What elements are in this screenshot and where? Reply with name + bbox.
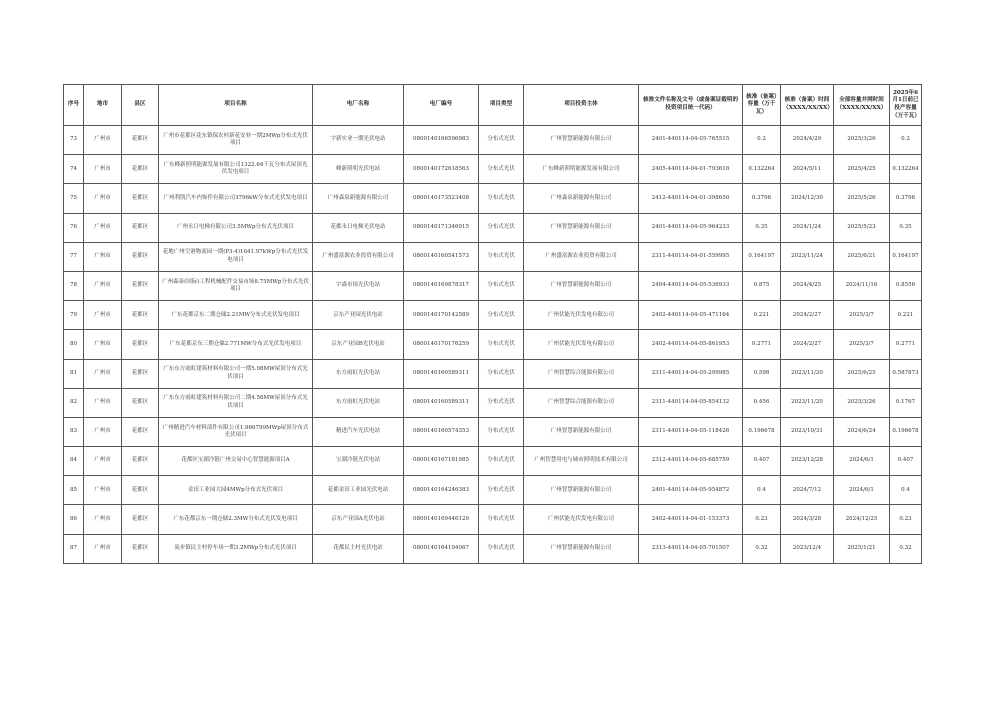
cell-approval-doc: 2311-440114-04-05-854132 bbox=[639, 388, 743, 417]
cell-investor: 广东峰新照明能源发展有限公司 bbox=[524, 155, 639, 184]
header-project-type: 项目类型 bbox=[479, 85, 524, 126]
cell-county: 花都区 bbox=[122, 534, 159, 563]
cell-built-capacity: 0.2771 bbox=[890, 330, 922, 359]
cell-station-no: 0800140173523408 bbox=[404, 184, 479, 213]
document-page bbox=[63, 84, 922, 564]
cell-seq: 82 bbox=[64, 388, 84, 417]
cell-station-no: 0800140160589311 bbox=[404, 359, 479, 388]
cell-city: 广州市 bbox=[84, 505, 122, 534]
cell-built-capacity: 0.8556 bbox=[890, 271, 922, 300]
cell-seq: 76 bbox=[64, 213, 84, 242]
cell-capacity: 0.3796 bbox=[743, 184, 781, 213]
cell-project-name: 广东东方雨虹建筑材料有限公司一期5.98MW屋顶分布式光伏项目 bbox=[159, 359, 313, 388]
table-row bbox=[64, 155, 922, 184]
cell-station-name: 峰新照明光伏电站 bbox=[313, 155, 404, 184]
cell-project-type: 分布式光伏 bbox=[479, 126, 524, 155]
table-row bbox=[64, 242, 922, 271]
cell-station-name: 精进汽车光伏电站 bbox=[313, 417, 404, 446]
cell-capacity: 0.875 bbox=[743, 271, 781, 300]
cell-seq: 79 bbox=[64, 301, 84, 330]
cell-county: 花都区 bbox=[122, 388, 159, 417]
cell-county: 花都区 bbox=[122, 417, 159, 446]
table-row bbox=[64, 476, 922, 505]
cell-project-name: 炭步镇民主村停车场一期3.2MWp分布式光伏项目 bbox=[159, 534, 313, 563]
cell-approval-doc: 2311-440114-04-05-299985 bbox=[639, 359, 743, 388]
cell-grid-time: 2024/6/24 bbox=[834, 417, 890, 446]
cell-station-no: 0800140166596983 bbox=[404, 126, 479, 155]
cell-investor: 广州盛富源农业投资有限公司 bbox=[524, 242, 639, 271]
cell-grid-time: 2024/6/1 bbox=[834, 476, 890, 505]
cell-capacity: 0.132264 bbox=[743, 155, 781, 184]
cell-approval-time: 2024/2/27 bbox=[781, 301, 834, 330]
cell-investor: 广州伏能光伏发电有限公司 bbox=[524, 301, 639, 330]
cell-station-name: 京东产业园A光伏电站 bbox=[313, 505, 404, 534]
cell-station-name: 广州盛富源农业投资有限公司 bbox=[313, 242, 404, 271]
cell-project-name: 广东花都京东三期仓储2.771MW分布式光伏发电项目 bbox=[159, 330, 313, 359]
cell-investor: 广州森泉新能源有限公司 bbox=[524, 184, 639, 213]
header-investor: 项目投资主体 bbox=[524, 85, 639, 126]
cell-capacity: 0.4 bbox=[743, 476, 781, 505]
cell-approval-doc: 2311-440114-04-01-559995 bbox=[639, 242, 743, 271]
cell-seq: 73 bbox=[64, 126, 84, 155]
cell-county: 花都区 bbox=[122, 476, 159, 505]
cell-city: 广州市 bbox=[84, 359, 122, 388]
cell-county: 花都区 bbox=[122, 155, 159, 184]
cell-approval-doc: 2402-440114-04-01-153373 bbox=[639, 505, 743, 534]
cell-station-no: 0800140160541573 bbox=[404, 242, 479, 271]
cell-project-type: 分布式光伏 bbox=[479, 330, 524, 359]
header-approval-time: 核准（备案）时间（XXXX/XX/XX） bbox=[781, 85, 834, 126]
cell-capacity: 0.196678 bbox=[743, 417, 781, 446]
header-grid-time: 全部容量并网时间（XXXX/XX/XX） bbox=[834, 85, 890, 126]
cell-grid-time: 2025/6/25 bbox=[834, 359, 890, 388]
cell-built-capacity: 0.221 bbox=[890, 301, 922, 330]
cell-station-no: 0800140167181985 bbox=[404, 447, 479, 476]
cell-grid-time: 2025/5/23 bbox=[834, 213, 890, 242]
cell-seq: 80 bbox=[64, 330, 84, 359]
cell-station-no: 0800140169878317 bbox=[404, 271, 479, 300]
cell-approval-doc: 2405-440114-04-01-793618 bbox=[639, 155, 743, 184]
cell-approval-time: 2024/7/12 bbox=[781, 476, 834, 505]
cell-grid-time: 2025/6/21 bbox=[834, 242, 890, 271]
cell-project-name: 广州森泰(国际)工程机械配件交易市场8.75MWp分布式光伏项目 bbox=[159, 271, 313, 300]
cell-project-type: 分布式光伏 bbox=[479, 505, 524, 534]
cell-station-no: 0800140170142589 bbox=[404, 301, 479, 330]
cell-capacity: 0.2 bbox=[743, 126, 781, 155]
cell-built-capacity: 0.196678 bbox=[890, 417, 922, 446]
cell-project-type: 分布式光伏 bbox=[479, 213, 524, 242]
cell-approval-doc: 2412-440114-04-01-398650 bbox=[639, 184, 743, 213]
cell-capacity: 0.164197 bbox=[743, 242, 781, 271]
cell-approval-doc: 2404-440114-04-05-536933 bbox=[639, 271, 743, 300]
cell-city: 广州市 bbox=[84, 534, 122, 563]
cell-approval-time: 2024/4/25 bbox=[781, 271, 834, 300]
cell-project-name: 广州利凯汽车内饰件有限公司3796kW分布式光伏发电项目 bbox=[159, 184, 313, 213]
cell-project-type: 分布式光伏 bbox=[479, 476, 524, 505]
cell-approval-time: 2024/5/11 bbox=[781, 155, 834, 184]
cell-city: 广州市 bbox=[84, 213, 122, 242]
cell-built-capacity: 0.164197 bbox=[890, 242, 922, 271]
cell-project-name: 广州市花都区花东镇保农村新花安业一期2MWp分布式光伏项目 bbox=[159, 126, 313, 155]
table-row bbox=[64, 417, 922, 446]
cell-station-name: 广州森泉新能源有限公司 bbox=[313, 184, 404, 213]
cell-county: 花都区 bbox=[122, 359, 159, 388]
cell-seq: 87 bbox=[64, 534, 84, 563]
cell-investor: 广州智慧新能源有限公司 bbox=[524, 417, 639, 446]
cell-capacity: 0.221 bbox=[743, 301, 781, 330]
cell-city: 广州市 bbox=[84, 301, 122, 330]
cell-capacity: 0.598 bbox=[743, 359, 781, 388]
cell-city: 广州市 bbox=[84, 330, 122, 359]
cell-city: 广州市 bbox=[84, 417, 122, 446]
cell-grid-time: 2025/3/7 bbox=[834, 330, 890, 359]
cell-project-name: 广东东方雨虹建筑材料有限公司二期4.56MW屋顶分布式光伏项目 bbox=[159, 388, 313, 417]
header-city: 地市 bbox=[84, 85, 122, 126]
cell-approval-time: 2024/12/30 bbox=[781, 184, 834, 213]
cell-project-type: 分布式光伏 bbox=[479, 447, 524, 476]
cell-station-name: 宝湖冷链光伏电站 bbox=[313, 447, 404, 476]
cell-grid-time: 2025/3/26 bbox=[834, 126, 890, 155]
cell-project-name: 广东花都京东一期仓储2.3MW分布式光伏发电项目 bbox=[159, 505, 313, 534]
cell-built-capacity: 0.35 bbox=[890, 213, 922, 242]
header-county: 县区 bbox=[122, 85, 159, 126]
cell-project-name: 花地广州空港物流园一期(P3-4)1641.97kWp分布式光伏发电项目 bbox=[159, 242, 313, 271]
cell-investor: 广州智慧综合能源有限公司 bbox=[524, 359, 639, 388]
cell-city: 广州市 bbox=[84, 184, 122, 213]
cell-city: 广州市 bbox=[84, 155, 122, 184]
table-header-row bbox=[64, 85, 922, 126]
cell-station-no: 0800140164194067 bbox=[404, 534, 479, 563]
cell-approval-doc: 2401-440114-04-05-954872 bbox=[639, 476, 743, 505]
cell-capacity: 0.2771 bbox=[743, 330, 781, 359]
cell-station-name: 东方雨虹光伏电站 bbox=[313, 388, 404, 417]
cell-station-no: 0800140164246383 bbox=[404, 476, 479, 505]
cell-grid-time: 2024/12/25 bbox=[834, 505, 890, 534]
header-seq: 序号 bbox=[64, 85, 84, 126]
cell-project-name: 广州永日电梯有限公司3.5MWp分布式光伏项目 bbox=[159, 213, 313, 242]
cell-approval-doc: 2401-440114-04-05-964233 bbox=[639, 213, 743, 242]
cell-approval-time: 2024/3/28 bbox=[781, 505, 834, 534]
cell-city: 广州市 bbox=[84, 447, 122, 476]
table-row bbox=[64, 359, 922, 388]
cell-investor: 广州智慧新能源有限公司 bbox=[524, 476, 639, 505]
table-row bbox=[64, 505, 922, 534]
cell-seq: 86 bbox=[64, 505, 84, 534]
table-row bbox=[64, 534, 922, 563]
cell-investor: 广州智慧综合能源有限公司 bbox=[524, 388, 639, 417]
cell-built-capacity: 0.23 bbox=[890, 505, 922, 534]
cell-approval-time: 2023/12/28 bbox=[781, 447, 834, 476]
cell-station-name: 花都民主村光伏电站 bbox=[313, 534, 404, 563]
cell-project-type: 分布式光伏 bbox=[479, 242, 524, 271]
cell-project-type: 分布式光伏 bbox=[479, 301, 524, 330]
header-approval-doc: 核准文件名称及文号（或备案证载明的投资项目统一代码） bbox=[639, 85, 743, 126]
cell-approval-time: 2023/11/24 bbox=[781, 242, 834, 271]
cell-grid-time: 2025/3/7 bbox=[834, 301, 890, 330]
cell-investor: 广州伏能光伏发电有限公司 bbox=[524, 505, 639, 534]
cell-capacity: 0.23 bbox=[743, 505, 781, 534]
cell-station-no: 0800140172618563 bbox=[404, 155, 479, 184]
cell-approval-time: 2023/12/4 bbox=[781, 534, 834, 563]
cell-investor: 广州智慧新能源有限公司 bbox=[524, 534, 639, 563]
cell-seq: 83 bbox=[64, 417, 84, 446]
cell-approval-time: 2023/11/20 bbox=[781, 388, 834, 417]
cell-built-capacity: 0.587873 bbox=[890, 359, 922, 388]
cell-station-no: 0800140160589311 bbox=[404, 388, 479, 417]
cell-built-capacity: 0.2 bbox=[890, 126, 922, 155]
cell-seq: 84 bbox=[64, 447, 84, 476]
cell-city: 广州市 bbox=[84, 476, 122, 505]
table-row bbox=[64, 184, 922, 213]
cell-station-name: 花都永日电梯光伏电站 bbox=[313, 213, 404, 242]
cell-city: 广州市 bbox=[84, 126, 122, 155]
cell-approval-time: 2024/2/27 bbox=[781, 330, 834, 359]
cell-city: 广州市 bbox=[84, 242, 122, 271]
cell-investor: 广州智慧用电与城市照明技术有限公司 bbox=[524, 447, 639, 476]
cell-station-name: 京东产业园B光伏电站 bbox=[313, 330, 404, 359]
cell-investor: 广州智慧新能源有限公司 bbox=[524, 213, 639, 242]
cell-station-name: 京东产业园光伏电站 bbox=[313, 301, 404, 330]
cell-county: 花都区 bbox=[122, 301, 159, 330]
header-built-capacity: 2025年6月1日前已投产容量（万千瓦） bbox=[890, 85, 922, 126]
cell-station-name: 东方雨虹光伏电站 bbox=[313, 359, 404, 388]
table-row bbox=[64, 213, 922, 242]
table-row bbox=[64, 301, 922, 330]
cell-approval-doc: 2402-440114-04-05-471164 bbox=[639, 301, 743, 330]
cell-approval-time: 2024/4/29 bbox=[781, 126, 834, 155]
cell-station-name: 宇新实业一期光伏电站 bbox=[313, 126, 404, 155]
cell-county: 花都区 bbox=[122, 126, 159, 155]
cell-station-no: 0800140170176259 bbox=[404, 330, 479, 359]
cell-built-capacity: 0.407 bbox=[890, 447, 922, 476]
cell-project-type: 分布式光伏 bbox=[479, 271, 524, 300]
header-station-no: 电厂编号 bbox=[404, 85, 479, 126]
cell-grid-time: 2025/1/21 bbox=[834, 534, 890, 563]
cell-seq: 78 bbox=[64, 271, 84, 300]
cell-investor: 广州智慧新能源有限公司 bbox=[524, 126, 639, 155]
cell-grid-time: 2025/4/25 bbox=[834, 155, 890, 184]
table-row bbox=[64, 126, 922, 155]
cell-built-capacity: 0.32 bbox=[890, 534, 922, 563]
cell-capacity: 0.35 bbox=[743, 213, 781, 242]
cell-grid-time: 2024/6/1 bbox=[834, 447, 890, 476]
cell-investor: 广州伏能光伏发电有限公司 bbox=[524, 330, 639, 359]
cell-capacity: 0.456 bbox=[743, 388, 781, 417]
cell-project-type: 分布式光伏 bbox=[479, 184, 524, 213]
cell-station-no: 0800140171346915 bbox=[404, 213, 479, 242]
cell-approval-time: 2024/1/24 bbox=[781, 213, 834, 242]
cell-approval-time: 2023/10/31 bbox=[781, 417, 834, 446]
cell-city: 广州市 bbox=[84, 271, 122, 300]
cell-project-type: 分布式光伏 bbox=[479, 155, 524, 184]
cell-approval-doc: 2313-440114-04-05-701507 bbox=[639, 534, 743, 563]
cell-approval-doc: 2312-440114-04-05-685759 bbox=[639, 447, 743, 476]
cell-grid-time: 2025/5/26 bbox=[834, 184, 890, 213]
cell-project-name: 花都区宝湖冷链广州交易中心智慧能源项目A bbox=[159, 447, 313, 476]
cell-station-no: 0800140169446129 bbox=[404, 505, 479, 534]
header-project-name: 项目名称 bbox=[159, 85, 313, 126]
cell-county: 花都区 bbox=[122, 505, 159, 534]
cell-project-name: 广东花都京东二期仓储2.21MW分布式光伏发电项目 bbox=[159, 301, 313, 330]
cell-seq: 81 bbox=[64, 359, 84, 388]
cell-city: 广州市 bbox=[84, 388, 122, 417]
cell-county: 花都区 bbox=[122, 213, 159, 242]
cell-seq: 85 bbox=[64, 476, 84, 505]
cell-grid-time: 2024/11/16 bbox=[834, 271, 890, 300]
cell-project-name: 广州精进汽车材料部件有限公司1.966799MWp屋顶分布式光伏项目 bbox=[159, 417, 313, 446]
cell-approval-doc: 2401-440114-04-05-765515 bbox=[639, 126, 743, 155]
table-row bbox=[64, 447, 922, 476]
cell-project-type: 分布式光伏 bbox=[479, 388, 524, 417]
cell-investor: 广州智慧新能源有限公司 bbox=[524, 271, 639, 300]
cell-county: 花都区 bbox=[122, 330, 159, 359]
table-row bbox=[64, 330, 922, 359]
cell-project-type: 分布式光伏 bbox=[479, 534, 524, 563]
cell-grid-time: 2025/3/26 bbox=[834, 388, 890, 417]
cell-project-type: 分布式光伏 bbox=[479, 359, 524, 388]
table-row bbox=[64, 271, 922, 300]
cell-capacity: 0.32 bbox=[743, 534, 781, 563]
table-row bbox=[64, 388, 922, 417]
cell-project-name: 金田工业园大园4MWp分布式光伏项目 bbox=[159, 476, 313, 505]
cell-station-name: 宇森市场光伏电站 bbox=[313, 271, 404, 300]
cell-approval-time: 2023/11/20 bbox=[781, 359, 834, 388]
cell-built-capacity: 0.3796 bbox=[890, 184, 922, 213]
cell-station-no: 0800140160574353 bbox=[404, 417, 479, 446]
cell-county: 花都区 bbox=[122, 184, 159, 213]
cell-approval-doc: 2402-440114-04-05-861953 bbox=[639, 330, 743, 359]
cell-built-capacity: 0.4 bbox=[890, 476, 922, 505]
cell-project-type: 分布式光伏 bbox=[479, 417, 524, 446]
cell-seq: 74 bbox=[64, 155, 84, 184]
cell-built-capacity: 0.132264 bbox=[890, 155, 922, 184]
cell-approval-doc: 2311-440114-04-05-118426 bbox=[639, 417, 743, 446]
header-station-name: 电厂名称 bbox=[313, 85, 404, 126]
cell-station-name: 花都金田工业园光伏电站 bbox=[313, 476, 404, 505]
cell-seq: 75 bbox=[64, 184, 84, 213]
cell-capacity: 0.407 bbox=[743, 447, 781, 476]
cell-county: 花都区 bbox=[122, 271, 159, 300]
cell-seq: 77 bbox=[64, 242, 84, 271]
project-table bbox=[63, 84, 922, 564]
cell-built-capacity: 0.1767 bbox=[890, 388, 922, 417]
header-capacity: 核准（备案）容量（万千瓦） bbox=[743, 85, 781, 126]
cell-county: 花都区 bbox=[122, 242, 159, 271]
cell-county: 花都区 bbox=[122, 447, 159, 476]
cell-project-name: 广东峰新照明能源发展有限公司1322.64千瓦分布式屋顶光伏发电项目 bbox=[159, 155, 313, 184]
